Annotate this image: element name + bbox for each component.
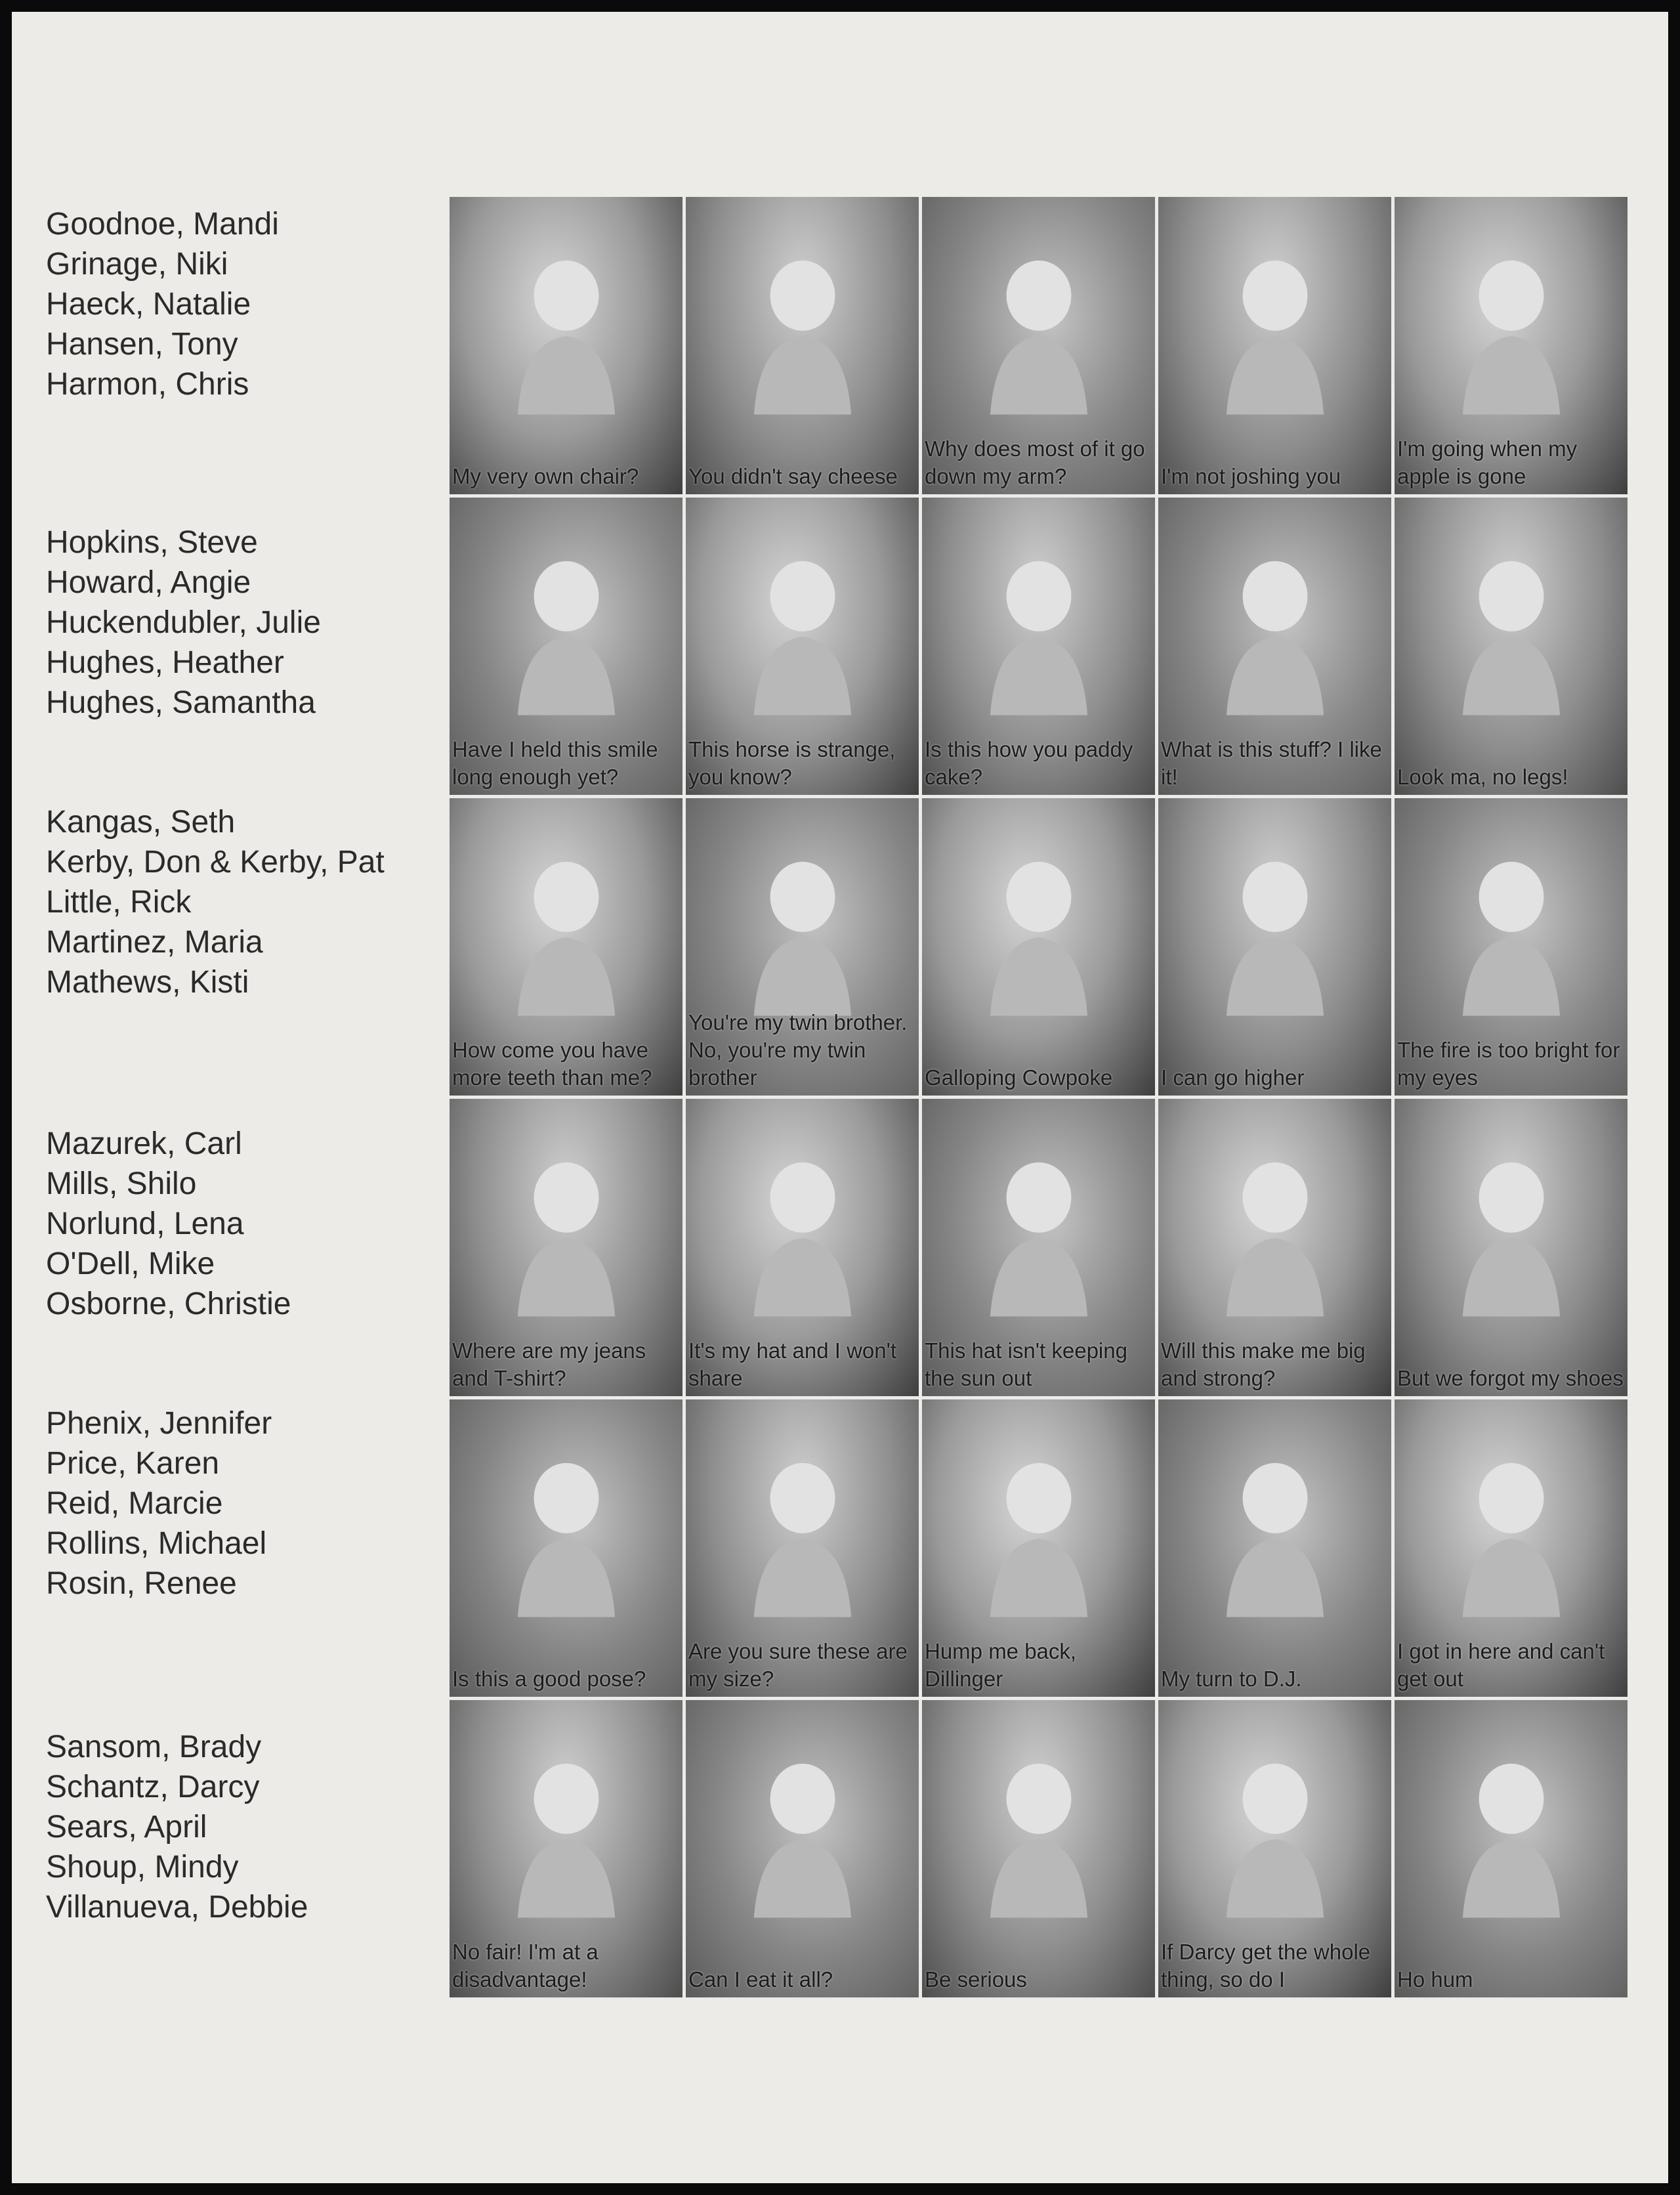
baby-photo (1158, 197, 1391, 494)
photo-caption: I can go higher (1161, 1065, 1305, 1090)
student-name: Huckendubler, Julie (46, 605, 321, 640)
baby-photo (1158, 1399, 1391, 1697)
photo-caption: How come you have more teeth than me? (452, 1038, 652, 1090)
baby-silhouette-icon (1208, 230, 1343, 438)
baby-silhouette-icon (971, 530, 1106, 738)
student-name: Grinage, Niki (46, 247, 228, 282)
student-name: Osborne, Christie (46, 1287, 291, 1321)
baby-photo (1395, 798, 1628, 1096)
photo-caption: My turn to D.J. (1161, 1667, 1302, 1691)
baby-silhouette-icon (971, 1432, 1106, 1640)
student-name: Kerby, Don & Kerby, Pat (46, 845, 385, 880)
student-name: Sansom, Brady (46, 1730, 262, 1764)
name-list-row-1 (46, 204, 453, 404)
baby-silhouette-icon (735, 1733, 870, 1941)
photo-caption: You're my twin brother. No, you're my twin brother (688, 1010, 908, 1090)
photo-caption: I'm not joshing you (1161, 464, 1341, 488)
photo-caption: This horse is strange, you know? (688, 737, 896, 789)
photo-caption: It's my hat and I won't share (688, 1338, 897, 1390)
student-name: O'Dell, Mike (46, 1247, 215, 1281)
student-name: Harmon, Chris (46, 367, 249, 402)
photo-caption: I'm going when my apple is gone (1397, 437, 1578, 488)
student-name: Shoup, Mindy (46, 1850, 239, 1885)
photo-caption: Is this a good pose? (452, 1667, 646, 1691)
photo-caption: You didn't say cheese (688, 464, 898, 488)
baby-silhouette-icon (971, 1132, 1106, 1340)
baby-photo (450, 1099, 682, 1396)
student-name: Martinez, Maria (46, 925, 263, 960)
baby-silhouette-icon (1208, 530, 1343, 738)
student-name: Mazurek, Carl (46, 1126, 242, 1161)
baby-photo (450, 1399, 682, 1697)
baby-silhouette-icon (1444, 530, 1579, 738)
baby-silhouette-icon (499, 530, 634, 738)
photo-caption: Ho hum (1397, 1967, 1473, 1992)
baby-silhouette-icon (971, 1733, 1106, 1941)
baby-photo (1158, 1700, 1391, 1997)
photo-caption: Are you sure these are my size? (688, 1639, 908, 1691)
baby-photo (1395, 498, 1628, 795)
student-name: Norlund, Lena (46, 1206, 244, 1241)
baby-photo (686, 1399, 919, 1697)
yearbook-page (12, 12, 1668, 2183)
baby-silhouette-icon (1444, 1733, 1579, 1941)
baby-silhouette-icon (1208, 1733, 1343, 1941)
student-name: Haeck, Natalie (46, 287, 251, 322)
baby-silhouette-icon (735, 530, 870, 738)
baby-photo (1395, 1399, 1628, 1697)
baby-silhouette-icon (1444, 230, 1579, 438)
baby-silhouette-icon (1208, 1432, 1343, 1640)
student-name: Little, Rick (46, 885, 192, 920)
photo-caption: Will this make me big and strong? (1161, 1338, 1366, 1390)
photo-caption: What is this stuff? I like it! (1161, 737, 1382, 789)
photo-caption: But we forgot my shoes (1397, 1366, 1624, 1390)
baby-photo (1158, 498, 1391, 795)
student-name: Schantz, Darcy (46, 1770, 260, 1804)
baby-photo-grid (450, 197, 1628, 1997)
name-list-row-3 (46, 802, 453, 1002)
baby-photo (686, 1700, 919, 1997)
baby-photo (450, 197, 682, 494)
baby-photo (1395, 1099, 1628, 1396)
baby-silhouette-icon (971, 831, 1106, 1039)
baby-photo (686, 498, 919, 795)
name-list-row-2 (46, 522, 453, 723)
student-name: Mills, Shilo (46, 1166, 197, 1201)
baby-silhouette-icon (1444, 1432, 1579, 1640)
student-name: Goodnoe, Mandi (46, 207, 279, 242)
baby-photo (922, 1399, 1155, 1697)
baby-photo (450, 1700, 682, 1997)
baby-silhouette-icon (499, 831, 634, 1039)
student-name: Rollins, Michael (46, 1526, 267, 1561)
baby-silhouette-icon (499, 230, 634, 438)
student-name: Phenix, Jennifer (46, 1406, 272, 1441)
photo-caption: The fire is too bright for my eyes (1397, 1038, 1620, 1090)
photo-caption: Where are my jeans and T-shirt? (452, 1338, 646, 1390)
student-name: Howard, Angie (46, 565, 251, 600)
student-name: Hughes, Heather (46, 645, 284, 680)
baby-silhouette-icon (1444, 831, 1579, 1039)
baby-photo (922, 498, 1155, 795)
photo-caption: My very own chair? (452, 464, 639, 488)
baby-silhouette-icon (1208, 831, 1343, 1039)
student-name: Rosin, Renee (46, 1566, 237, 1601)
photo-caption: Is this how you paddy cake? (925, 737, 1133, 789)
baby-photo (1158, 1099, 1391, 1396)
photo-caption: If Darcy get the whole thing, so do I (1161, 1940, 1371, 1992)
student-name: Reid, Marcie (46, 1486, 223, 1521)
student-name: Sears, April (46, 1810, 207, 1844)
baby-silhouette-icon (735, 1132, 870, 1340)
student-name: Hughes, Samantha (46, 685, 316, 720)
baby-silhouette-icon (735, 1432, 870, 1640)
baby-silhouette-icon (1208, 1132, 1343, 1340)
photo-caption: Hump me back, Dillinger (925, 1639, 1077, 1691)
student-name: Mathews, Kisti (46, 965, 249, 1000)
student-name: Hopkins, Steve (46, 525, 258, 560)
baby-photo (450, 498, 682, 795)
photo-caption: This hat isn't keeping the sun out (925, 1338, 1127, 1390)
photo-caption: No fair! I'm at a disadvantage! (452, 1940, 598, 1992)
name-list-row-6 (46, 1727, 453, 1927)
baby-silhouette-icon (971, 230, 1106, 438)
photo-caption: Why does most of it go down my arm? (925, 437, 1145, 488)
baby-silhouette-icon (499, 1132, 634, 1340)
baby-photo (922, 1700, 1155, 1997)
photo-caption: Can I eat it all? (688, 1967, 833, 1992)
baby-photo (1395, 1700, 1628, 1997)
student-name: Hansen, Tony (46, 327, 238, 362)
baby-silhouette-icon (735, 831, 870, 1039)
student-name: Kangas, Seth (46, 805, 236, 840)
photo-caption: Galloping Cowpoke (925, 1065, 1113, 1090)
baby-photo (922, 1099, 1155, 1396)
baby-photo (686, 197, 919, 494)
baby-photo (922, 798, 1155, 1096)
baby-silhouette-icon (499, 1432, 634, 1640)
baby-silhouette-icon (735, 230, 870, 438)
baby-photo (686, 1099, 919, 1396)
baby-photo (1158, 798, 1391, 1096)
baby-silhouette-icon (499, 1733, 634, 1941)
photo-caption: I got in here and can't get out (1397, 1639, 1605, 1691)
photo-caption: Be serious (925, 1967, 1027, 1992)
baby-photo (1395, 197, 1628, 494)
name-list-row-5 (46, 1403, 453, 1604)
baby-photo (450, 798, 682, 1096)
baby-photo (686, 798, 919, 1096)
student-name: Villanueva, Debbie (46, 1890, 308, 1925)
photo-caption: Look ma, no legs! (1397, 765, 1568, 789)
photo-caption: Have I held this smile long enough yet? (452, 737, 658, 789)
student-name: Price, Karen (46, 1446, 220, 1481)
baby-photo (922, 197, 1155, 494)
baby-silhouette-icon (1444, 1132, 1579, 1340)
name-list-row-4 (46, 1124, 453, 1324)
